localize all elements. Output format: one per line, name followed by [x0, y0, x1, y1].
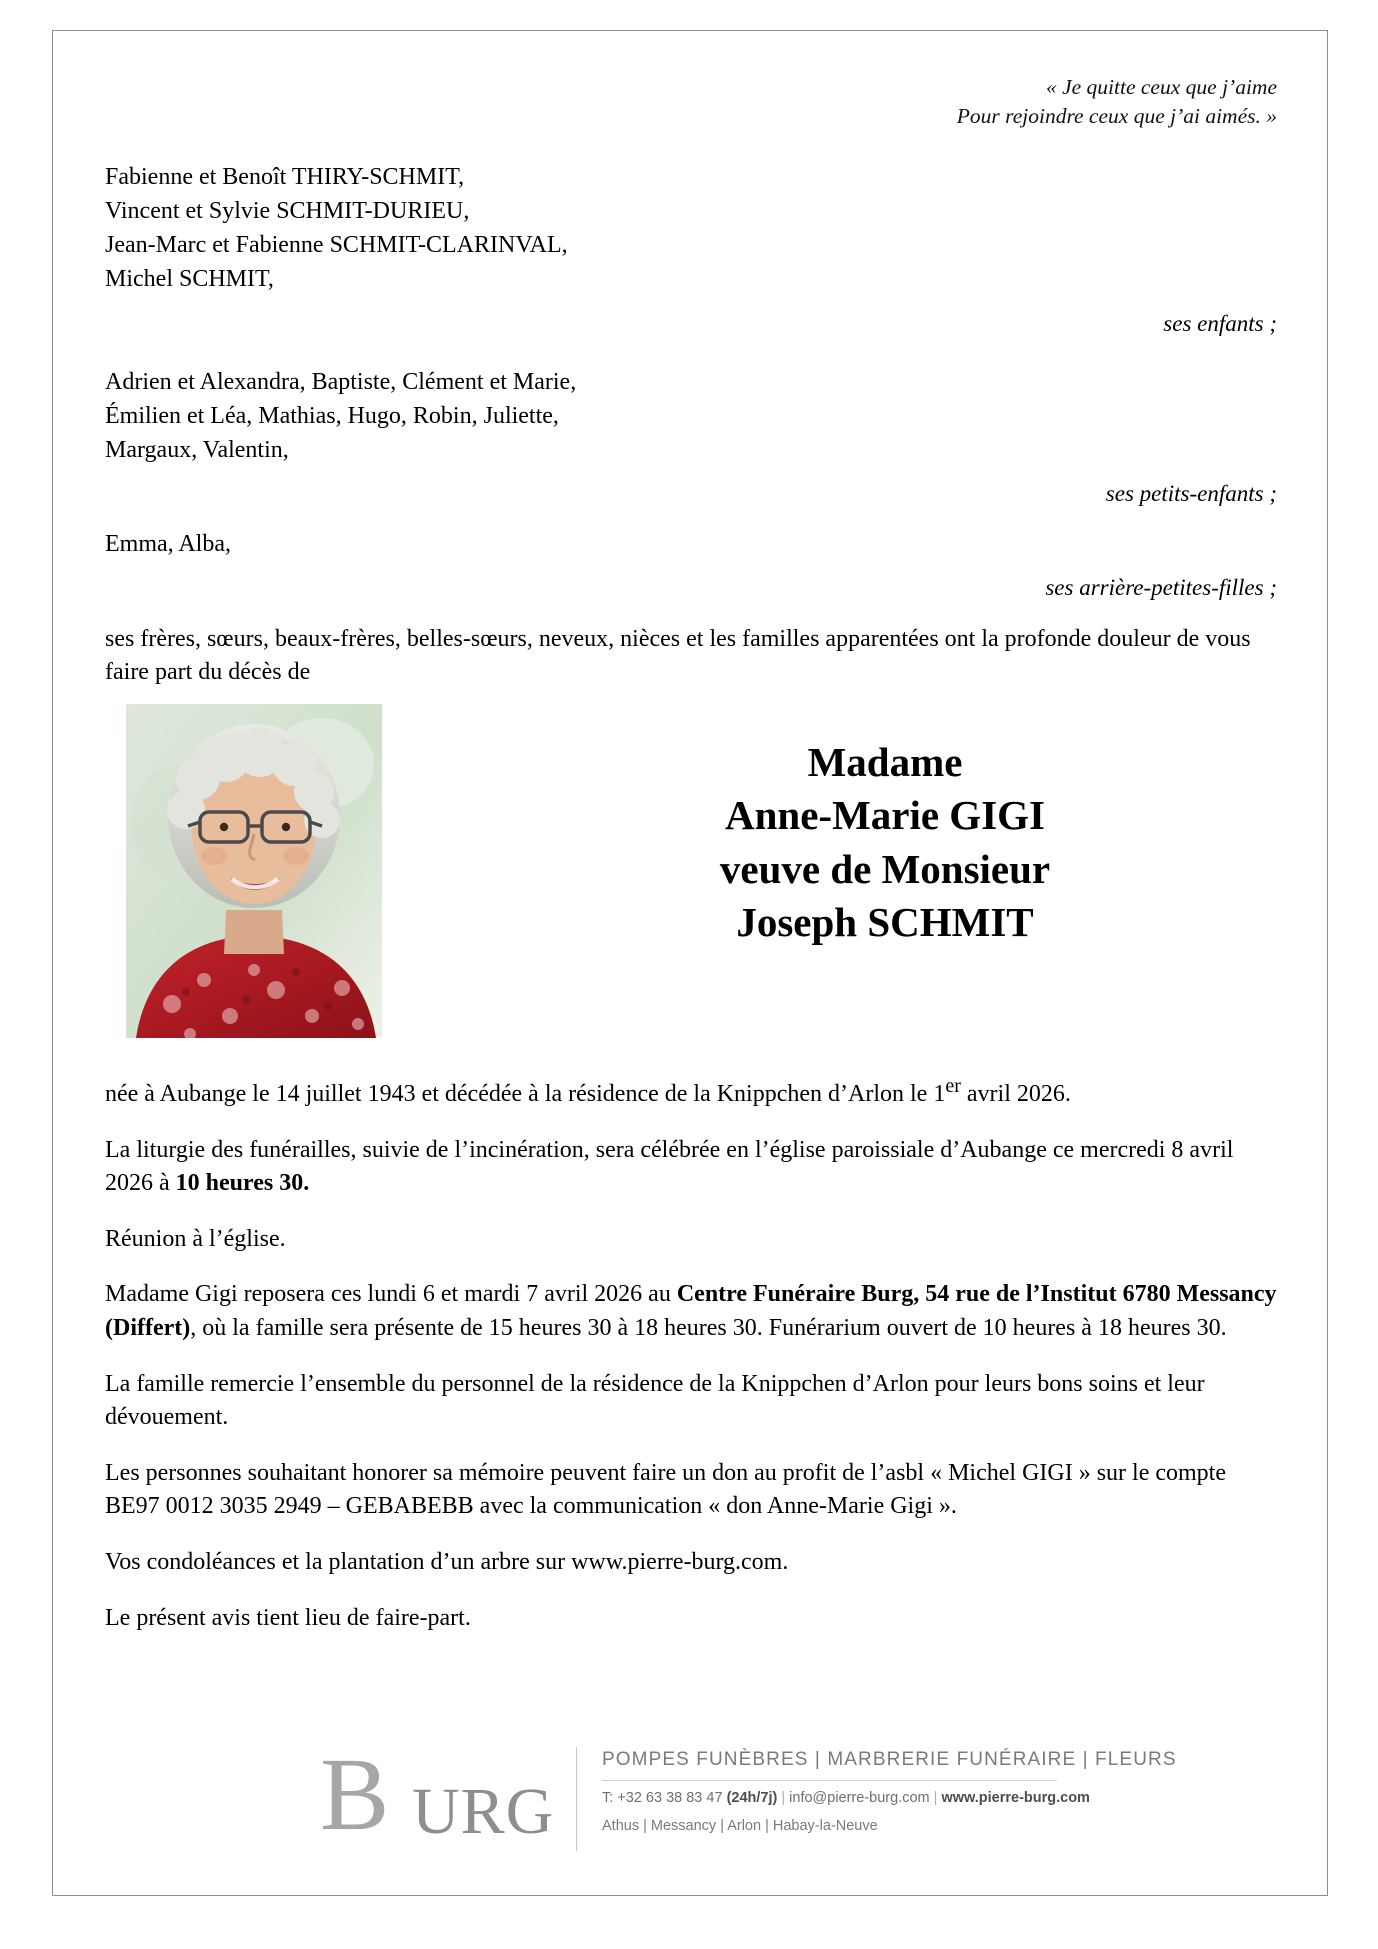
paragraph-notice: Le présent avis tient lieu de faire-part.: [105, 1604, 471, 1631]
epigraph: [105, 73, 1277, 130]
grandchild-name: Adrien et Alexandra, Baptiste, Clément et Marie,: [105, 368, 577, 395]
child-name: Vincent et Sylvie SCHMIT-DURIEU,: [105, 198, 470, 225]
children-names: [105, 160, 1283, 296]
children-role: ses enfants ;: [1163, 310, 1277, 336]
great-grandchildren-role: ses arrière-petites-filles ;: [1045, 574, 1277, 600]
footer-website[interactable]: www.pierre-burg.com: [941, 1790, 1090, 1806]
grandchildren-names: [105, 365, 1283, 467]
footer-sep-2: |: [929, 1790, 942, 1806]
portrait-and-name-block: [105, 704, 1283, 1054]
epigraph-line-1: « Je quitte ceux que j’aime: [1045, 75, 1277, 99]
child-name: Michel SCHMIT,: [105, 266, 274, 293]
notice-body: [105, 1072, 1283, 1635]
intro-paragraph: ses frères, sœurs, beaux-frères, belles-sœurs, neveux, nièces et les familles apparentées ont la profonde douleur de vous faire part du décès de: [105, 625, 1251, 686]
deceased-widow-of: veuve de Monsieur: [719, 845, 1051, 892]
footer-contact: [602, 1790, 1090, 1806]
great-grandchild-name: Emma, Alba,: [105, 530, 231, 557]
paragraph-visitation: Madame Gigi reposera ces lundi 6 et mardi 7 avril 2026 au Centre Funéraire Burg, 54 rue de l’Institut 6780 Messancy (Differt), où la famille sera présente de 15 heures 30 à 18 heures 30. Funérarium ouvert de 10 heures à 18 heures 30.: [105, 1281, 1277, 1341]
footer-rule: [602, 1780, 1057, 1781]
deceased-title: Madame: [807, 739, 963, 785]
footer-locations: Athus | Messancy | Arlon | Habay-la-Neuve: [602, 1818, 878, 1834]
grandchild-name: Margaux, Valentin,: [105, 436, 289, 463]
paragraph-thanks: La famille remercie l’ensemble du personnel de la résidence de la Knippchen d’Arlon pour leurs bons soins et leur dévouement.: [105, 1370, 1205, 1431]
footer-email[interactable]: info@pierre-burg.com: [789, 1790, 930, 1806]
burg-logo-b: B: [320, 1737, 390, 1852]
burg-logo: [320, 1737, 555, 1852]
deceased-spouse: Joseph SCHMIT: [736, 898, 1034, 945]
great-grandchildren-names: [105, 527, 1283, 561]
footer-services: POMPES FUNÈBRES | MARBRERIE FUNÉRAIRE | FLEURS: [602, 1749, 1177, 1770]
paragraph-birth-death: née à Aubange le 14 juillet 1943 et décédée à la résidence de la Knippchen d’Arlon le 1er avril 2026.: [105, 1075, 1071, 1107]
paragraph-reunion: Réunion à l’église.: [105, 1225, 286, 1252]
footer-hours: (24h/7j): [726, 1790, 778, 1806]
grandchild-name: Émilien et Léa, Mathias, Hugo, Robin, Juliette,: [105, 402, 559, 429]
grandchildren-role: ses petits-enfants ;: [1105, 480, 1277, 506]
child-name: Jean-Marc et Fabienne SCHMIT-CLARINVAL,: [105, 232, 568, 259]
epigraph-line-2: Pour rejoindre ceux que j’ai aimés. »: [956, 103, 1277, 128]
notice-content: [105, 65, 1283, 1875]
death-notice-page: [52, 30, 1328, 1896]
footer-phone: T: +32 63 38 83 47: [602, 1790, 727, 1806]
portrait-photo: [126, 704, 382, 1038]
burg-logo-urg: URG: [412, 1775, 555, 1848]
paragraph-condolences: Vos condoléances et la plantation d’un arbre sur www.pierre-burg.com.: [105, 1548, 789, 1575]
paragraph-donation: Les personnes souhaitant honorer sa mémoire peuvent faire un don au profit de l’asbl « Michel GIGI » sur le compte BE97 0012 3035 2949 – GEBABEBB avec la communication « don Anne-Marie Gigi ».: [105, 1459, 1227, 1520]
paragraph-liturgy: La liturgie des funérailles, suivie de l’incinération, sera célébrée en l’église paroissiale d’Aubange ce mercredi 8 avril 2026 à 10 heures 30.: [105, 1136, 1234, 1197]
footer-info: [602, 1749, 1177, 1834]
deceased-name-block: [525, 736, 1245, 949]
footer: [53, 1737, 1327, 1861]
deceased-name: Anne-Marie GIGI: [725, 792, 1045, 839]
footer-divider: [576, 1747, 577, 1851]
child-name: Fabienne et Benoît THIRY-SCHMIT,: [105, 164, 465, 191]
footer-sep-1: |: [777, 1790, 790, 1806]
